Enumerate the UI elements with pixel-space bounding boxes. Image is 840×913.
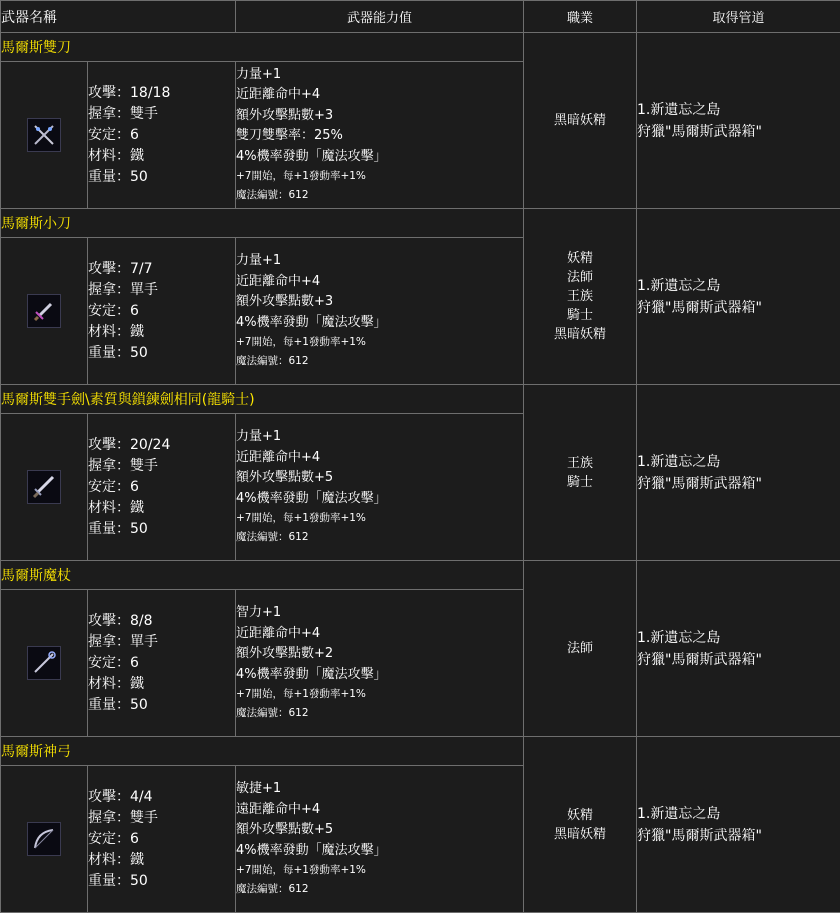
weapon-name-row — [1, 209, 840, 238]
staff-icon — [27, 646, 61, 680]
stat-stability: 安定：6 — [88, 477, 235, 498]
stat-attack: 攻擊：18/18 — [88, 83, 235, 104]
ability-line: 近距離命中+4 — [236, 624, 523, 645]
stat-material: 材料：鐵 — [88, 322, 235, 343]
ability-line: 遠距離命中+4 — [236, 800, 523, 821]
job-item: 妖精 — [524, 249, 636, 268]
ability-line: 力量+1 — [236, 427, 523, 448]
ability-line: 額外攻擊點數+5 — [236, 468, 523, 489]
stat-attack: 攻擊：7/7 — [88, 259, 235, 280]
weapon-name: 馬爾斯魔杖 — [1, 561, 524, 590]
weapon-name-row — [1, 33, 840, 62]
stat-stability: 安定：6 — [88, 301, 235, 322]
stat-material: 材料：鐵 — [88, 498, 235, 519]
source-line-2: 狩獵"馬爾斯武器箱" — [637, 121, 840, 143]
header-source: 取得管道 — [637, 1, 840, 33]
weapon-abilities — [236, 414, 524, 561]
weapon-name-row — [1, 561, 840, 590]
weapon-jobs — [524, 737, 637, 913]
enhance-note: +7開始，每+1發動率+1% — [236, 685, 523, 704]
weapon-stats — [88, 590, 236, 737]
ability-line: 4%機率發動「魔法攻擊」 — [236, 147, 523, 168]
bow-icon — [27, 822, 61, 856]
source-line-1: 1.新遺忘之島 — [637, 99, 840, 121]
job-item: 法師 — [524, 268, 636, 287]
header-weapon-name: 武器名稱 — [1, 1, 236, 33]
weapon-stats — [88, 414, 236, 561]
ability-line: 4%機率發動「魔法攻擊」 — [236, 313, 523, 334]
weapon-stats — [88, 62, 236, 209]
weapon-name-row — [1, 385, 840, 414]
job-item: 騎士 — [524, 473, 636, 492]
weapon-abilities — [236, 62, 524, 209]
stat-attack: 攻擊：8/8 — [88, 611, 235, 632]
dual-blades-icon — [27, 118, 61, 152]
ability-line: 4%機率發動「魔法攻擊」 — [236, 489, 523, 510]
stat-weight: 重量：50 — [88, 167, 235, 188]
enhance-note: +7開始，每+1發動率+1% — [236, 509, 523, 528]
stat-material: 材料：鐵 — [88, 850, 235, 871]
weapon-name: 馬爾斯雙刀 — [1, 33, 524, 62]
stat-weight: 重量：50 — [88, 695, 235, 716]
stat-grip: 握拿：雙手 — [88, 104, 235, 125]
ability-line: 額外攻擊點數+2 — [236, 644, 523, 665]
job-item: 王族 — [524, 287, 636, 306]
stat-grip: 握拿：單手 — [88, 280, 235, 301]
stat-weight: 重量：50 — [88, 343, 235, 364]
ability-line: 近距離命中+4 — [236, 85, 523, 106]
source-line-1: 1.新遺忘之島 — [637, 451, 840, 473]
ability-line: 雙刀雙擊率：25% — [236, 126, 523, 147]
magic-id: 魔法編號：612 — [236, 352, 523, 371]
job-item: 黑暗妖精 — [524, 825, 636, 844]
enhance-note: +7開始，每+1發動率+1% — [236, 167, 523, 186]
source-line-1: 1.新遺忘之島 — [637, 803, 840, 825]
weapon-icon-cell — [1, 590, 88, 737]
dagger-icon — [27, 294, 61, 328]
weapon-source — [637, 33, 840, 209]
stat-stability: 安定：6 — [88, 653, 235, 674]
ability-line: 額外攻擊點數+3 — [236, 292, 523, 313]
ability-line: 額外攻擊點數+5 — [236, 820, 523, 841]
weapon-name-row — [1, 737, 840, 766]
weapon-stats — [88, 766, 236, 913]
source-line-1: 1.新遺忘之島 — [637, 627, 840, 649]
magic-id: 魔法編號：612 — [236, 880, 523, 899]
stat-material: 材料：鐵 — [88, 146, 235, 167]
stat-grip: 握拿：雙手 — [88, 456, 235, 477]
ability-line: 力量+1 — [236, 251, 523, 272]
weapon-icon-cell — [1, 62, 88, 209]
job-item: 騎士 — [524, 306, 636, 325]
source-line-2: 狩獵"馬爾斯武器箱" — [637, 825, 840, 847]
enhance-note: +7開始，每+1發動率+1% — [236, 861, 523, 880]
two-handed-sword-icon — [27, 470, 61, 504]
ability-line: 力量+1 — [236, 65, 523, 86]
job-item: 法師 — [524, 639, 636, 658]
stat-stability: 安定：6 — [88, 125, 235, 146]
enhance-note: +7開始，每+1發動率+1% — [236, 333, 523, 352]
job-item: 王族 — [524, 454, 636, 473]
magic-id: 魔法編號：612 — [236, 704, 523, 723]
weapon-source — [637, 737, 840, 913]
job-item: 黑暗妖精 — [524, 325, 636, 344]
weapon-abilities — [236, 766, 524, 913]
weapon-source — [637, 385, 840, 561]
source-line-2: 狩獵"馬爾斯武器箱" — [637, 297, 840, 319]
weapon-jobs — [524, 385, 637, 561]
stat-attack: 攻擊：4/4 — [88, 787, 235, 808]
ability-line: 近距離命中+4 — [236, 448, 523, 469]
source-line-2: 狩獵"馬爾斯武器箱" — [637, 649, 840, 671]
stat-attack: 攻擊：20/24 — [88, 435, 235, 456]
weapon-name: 馬爾斯小刀 — [1, 209, 524, 238]
weapon-name: 馬爾斯神弓 — [1, 737, 524, 766]
weapon-jobs — [524, 209, 637, 385]
ability-line: 4%機率發動「魔法攻擊」 — [236, 665, 523, 686]
stat-material: 材料：鐵 — [88, 674, 235, 695]
weapon-jobs — [524, 33, 637, 209]
stat-stability: 安定：6 — [88, 829, 235, 850]
header-ability: 武器能力值 — [236, 1, 524, 33]
weapon-abilities — [236, 590, 524, 737]
ability-line: 智力+1 — [236, 603, 523, 624]
weapon-stats — [88, 238, 236, 385]
source-line-2: 狩獵"馬爾斯武器箱" — [637, 473, 840, 495]
weapon-source — [637, 561, 840, 737]
ability-line: 敏捷+1 — [236, 779, 523, 800]
weapon-icon-cell — [1, 414, 88, 561]
ability-line: 4%機率發動「魔法攻擊」 — [236, 841, 523, 862]
weapon-abilities — [236, 238, 524, 385]
header-job: 職業 — [524, 1, 637, 33]
weapon-icon-cell — [1, 238, 88, 385]
weapon-source — [637, 209, 840, 385]
stat-grip: 握拿：單手 — [88, 632, 235, 653]
stat-grip: 握拿：雙手 — [88, 808, 235, 829]
header-row — [1, 1, 840, 33]
magic-id: 魔法編號：612 — [236, 186, 523, 205]
stat-weight: 重量：50 — [88, 519, 235, 540]
weapon-jobs — [524, 561, 637, 737]
source-line-1: 1.新遺忘之島 — [637, 275, 840, 297]
ability-line: 近距離命中+4 — [236, 272, 523, 293]
magic-id: 魔法編號：612 — [236, 528, 523, 547]
stat-weight: 重量：50 — [88, 871, 235, 892]
job-item: 妖精 — [524, 806, 636, 825]
weapon-icon-cell — [1, 766, 88, 913]
weapon-name: 馬爾斯雙手劍\素質與鎖鍊劍相同(龍騎士) — [1, 385, 524, 414]
ability-line: 額外攻擊點數+3 — [236, 106, 523, 127]
job-item: 黑暗妖精 — [524, 111, 636, 130]
